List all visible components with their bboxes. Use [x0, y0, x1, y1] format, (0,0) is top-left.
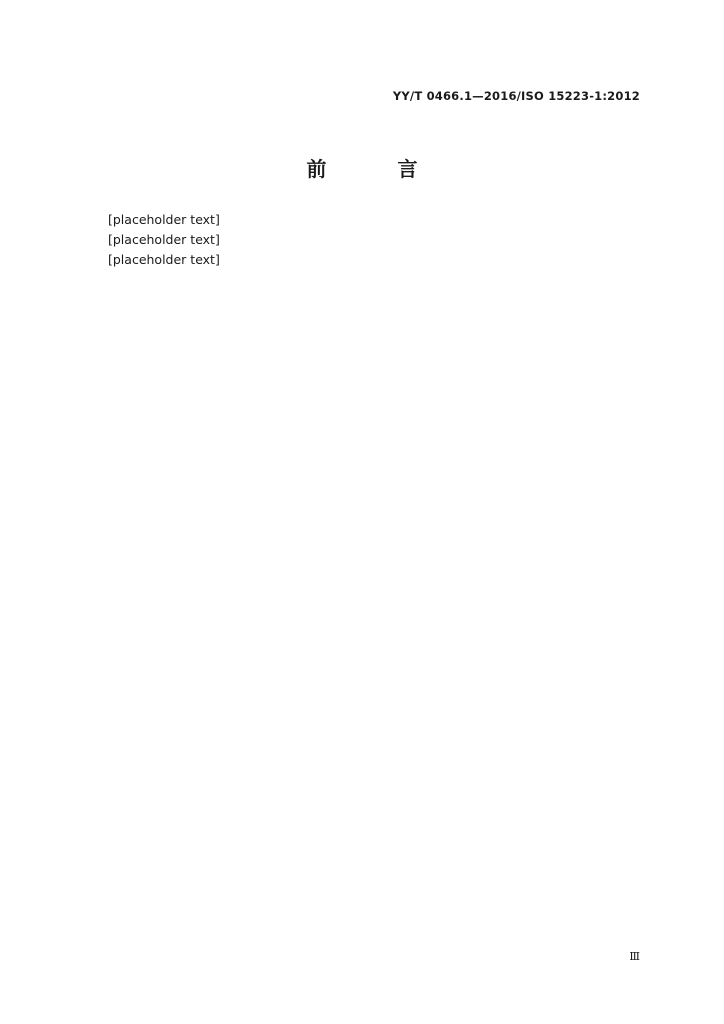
paragraph: [placeholder text]	[108, 252, 220, 267]
standard-code-header: YY/T 0466.1—2016/ISO 15223-1:2012	[392, 89, 640, 103]
foreword-body	[84, 210, 644, 270]
page-number: Ⅲ	[629, 950, 640, 963]
paragraph: [placeholder text]	[108, 212, 220, 227]
paragraph: [placeholder text]	[108, 232, 220, 247]
page-title: 前 言	[306, 157, 450, 181]
